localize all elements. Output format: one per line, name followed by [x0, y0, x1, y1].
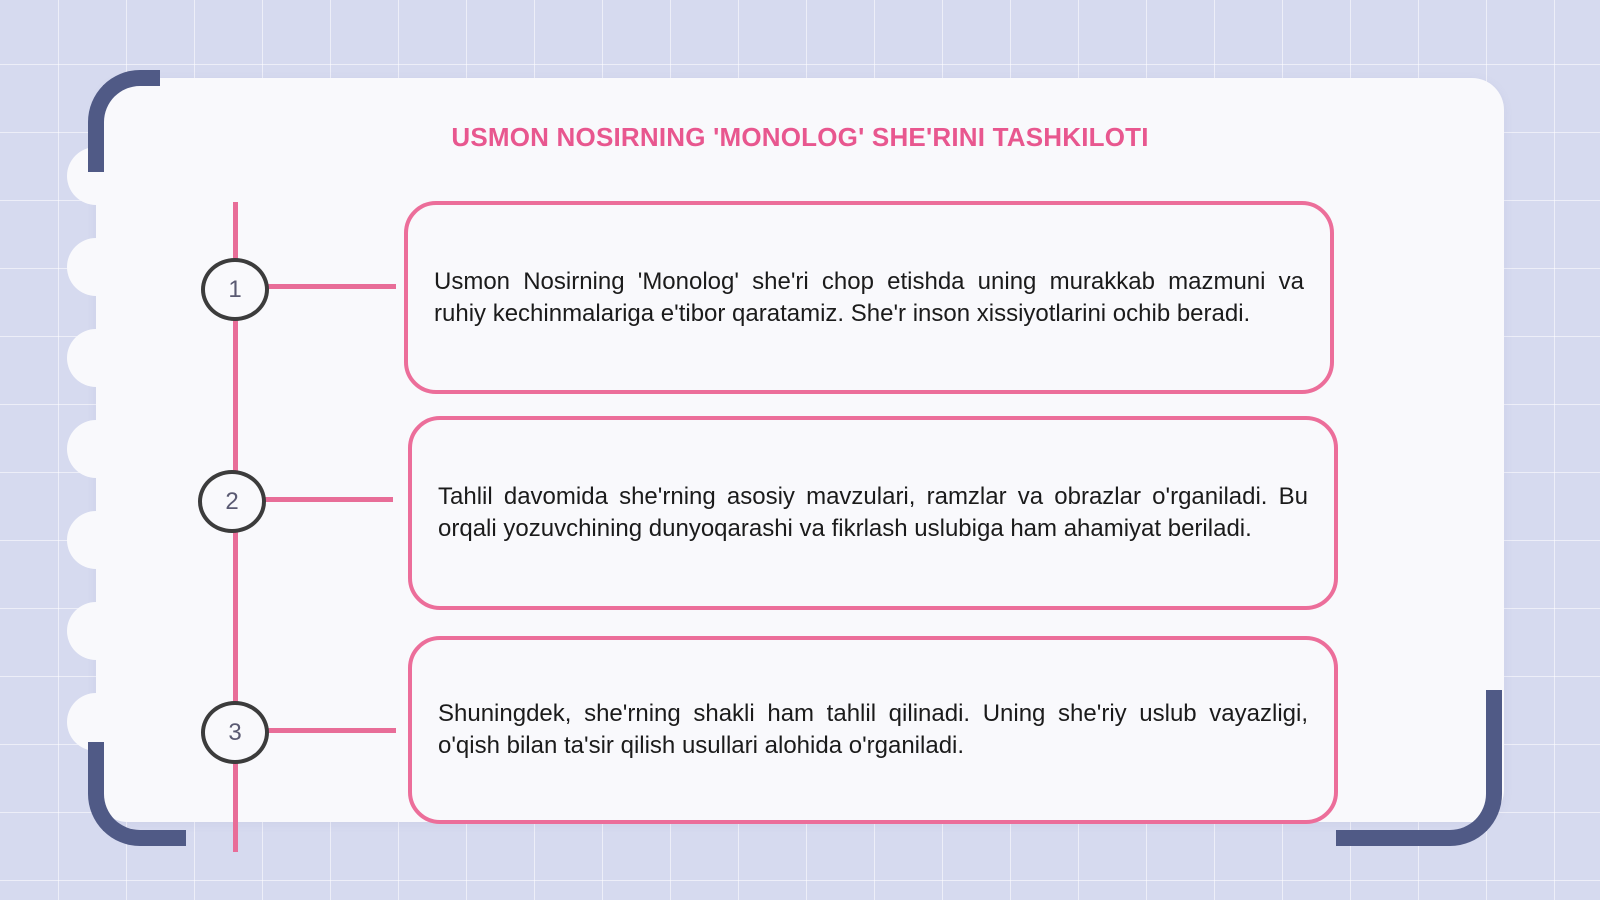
paper-scallop: [67, 420, 125, 478]
paper-scallop: [67, 238, 125, 296]
slide-title: USMON NOSIRNING 'MONOLOG' SHE'RINI TASHKILOTI: [451, 122, 1149, 152]
step-card-1: [404, 201, 1334, 394]
timeline-connector: [259, 497, 393, 502]
step-text-2: Tahlil davomida she'rning asosiy mavzulari, ramzlar va obrazlar o'rganiladi. Bu orqali yozuvchining dunyoqarashi va fikrlash uslubiga ham ahamiyat beriladi.: [438, 483, 1308, 542]
step-card-2: [408, 416, 1338, 610]
step-number-3: 3: [201, 701, 269, 764]
frame-corner-top-left: [88, 70, 160, 172]
paper-scallop: [67, 602, 125, 660]
frame-corner-bottom-left: [88, 742, 186, 846]
step-card-3: [408, 636, 1338, 824]
timeline-connector: [262, 284, 396, 289]
paper-scallop: [67, 329, 125, 387]
step-text-1: Usmon Nosirning 'Monolog' she'ri chop etishda uning murakkab mazmuni va ruhiy kechinmalariga e'tibor qaratamiz. She'r inson xissiyotlarini ochib beradi.: [434, 267, 1304, 327]
step-text-3: Shuningdek, she'rning shakli ham tahlil qilinadi. Uning she'riy uslub vayazligi, o'qish bilan ta'sir qilish usullari alohida o'rganiladi.: [438, 700, 1308, 759]
step-number-2: 2: [198, 470, 266, 533]
step-number-1: 1: [201, 258, 269, 321]
paper-scallop: [67, 511, 125, 569]
timeline-connector: [262, 728, 396, 733]
frame-corner-bottom-right: [1336, 690, 1502, 846]
